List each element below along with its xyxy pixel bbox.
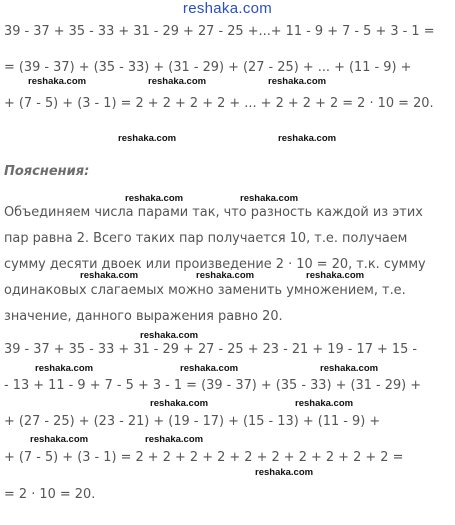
watermark: reshaka.com	[80, 270, 139, 281]
full-equation-line-1: 39 - 37 + 35 - 33 + 31 - 29 + 27 - 25 + 23 - 21 + 19 - 17 + 15 -	[4, 342, 418, 357]
site-header[interactable]: reshaka.com	[182, 0, 273, 17]
explanation-line-5: значение, данного выражения равно 20.	[4, 309, 283, 324]
explanation-line-3: сумму десяти двоек или произведение 2 · 10 = 20, т.к. сумму	[4, 257, 426, 272]
watermark: reshaka.com	[28, 76, 87, 87]
full-equation-line-4: + (7 - 5) + (3 - 1) = 2 + 2 + 2 + 2 + 2 + 2 + 2 + 2 + 2 + 2 =	[4, 450, 404, 465]
watermark: reshaka.com	[268, 76, 327, 87]
watermark: reshaka.com	[140, 330, 199, 341]
full-equation-line-5: = 2 · 10 = 20.	[4, 487, 96, 502]
watermark: reshaka.com	[35, 363, 94, 374]
watermark: reshaka.com	[240, 193, 299, 204]
watermark: reshaka.com	[278, 133, 337, 144]
watermark: reshaka.com	[148, 76, 207, 87]
explanation-line-2: пар равна 2. Всего таких пар получается 10, т.е. получаем	[4, 231, 408, 246]
watermark: reshaka.com	[180, 363, 239, 374]
watermark: reshaka.com	[255, 467, 314, 478]
watermark: reshaka.com	[125, 193, 184, 204]
watermark: reshaka.com	[295, 398, 354, 409]
watermark: reshaka.com	[150, 398, 209, 409]
explanation-line-4: одинаковых слагаемых можно заменить умножением, т.е.	[4, 283, 406, 298]
watermark: reshaka.com	[30, 434, 89, 445]
explanation-line-1: Объединяем числа парами так, что разность каждой из этих	[4, 205, 423, 220]
watermark: reshaka.com	[145, 434, 204, 445]
full-equation-line-3: + (27 - 25) + (23 - 21) + (19 - 17) + (15 - 13) + (11 - 9) +	[4, 414, 381, 429]
equation-line-3: + (7 - 5) + (3 - 1) = 2 + 2 + 2 + 2 + ... + 2 + 2 + 2 = 2 · 10 = 20.	[4, 96, 434, 111]
watermark: reshaka.com	[306, 270, 365, 281]
watermark: reshaka.com	[320, 363, 379, 374]
equation-line-2: = (39 - 37) + (35 - 33) + (31 - 29) + (27 - 25) + ... + (11 - 9) +	[4, 60, 412, 75]
full-equation-line-2: - 13 + 11 - 9 + 7 - 5 + 3 - 1 = (39 - 37) + (35 - 33) + (31 - 29) +	[4, 378, 422, 393]
watermark: reshaka.com	[118, 133, 177, 144]
explanation-heading: Пояснения:	[4, 164, 90, 179]
equation-line-1: 39 - 37 + 35 - 33 + 31 - 29 + 27 - 25 +...+ 11 - 9 + 7 - 5 + 3 - 1 =	[4, 24, 435, 39]
watermark: reshaka.com	[196, 270, 255, 281]
